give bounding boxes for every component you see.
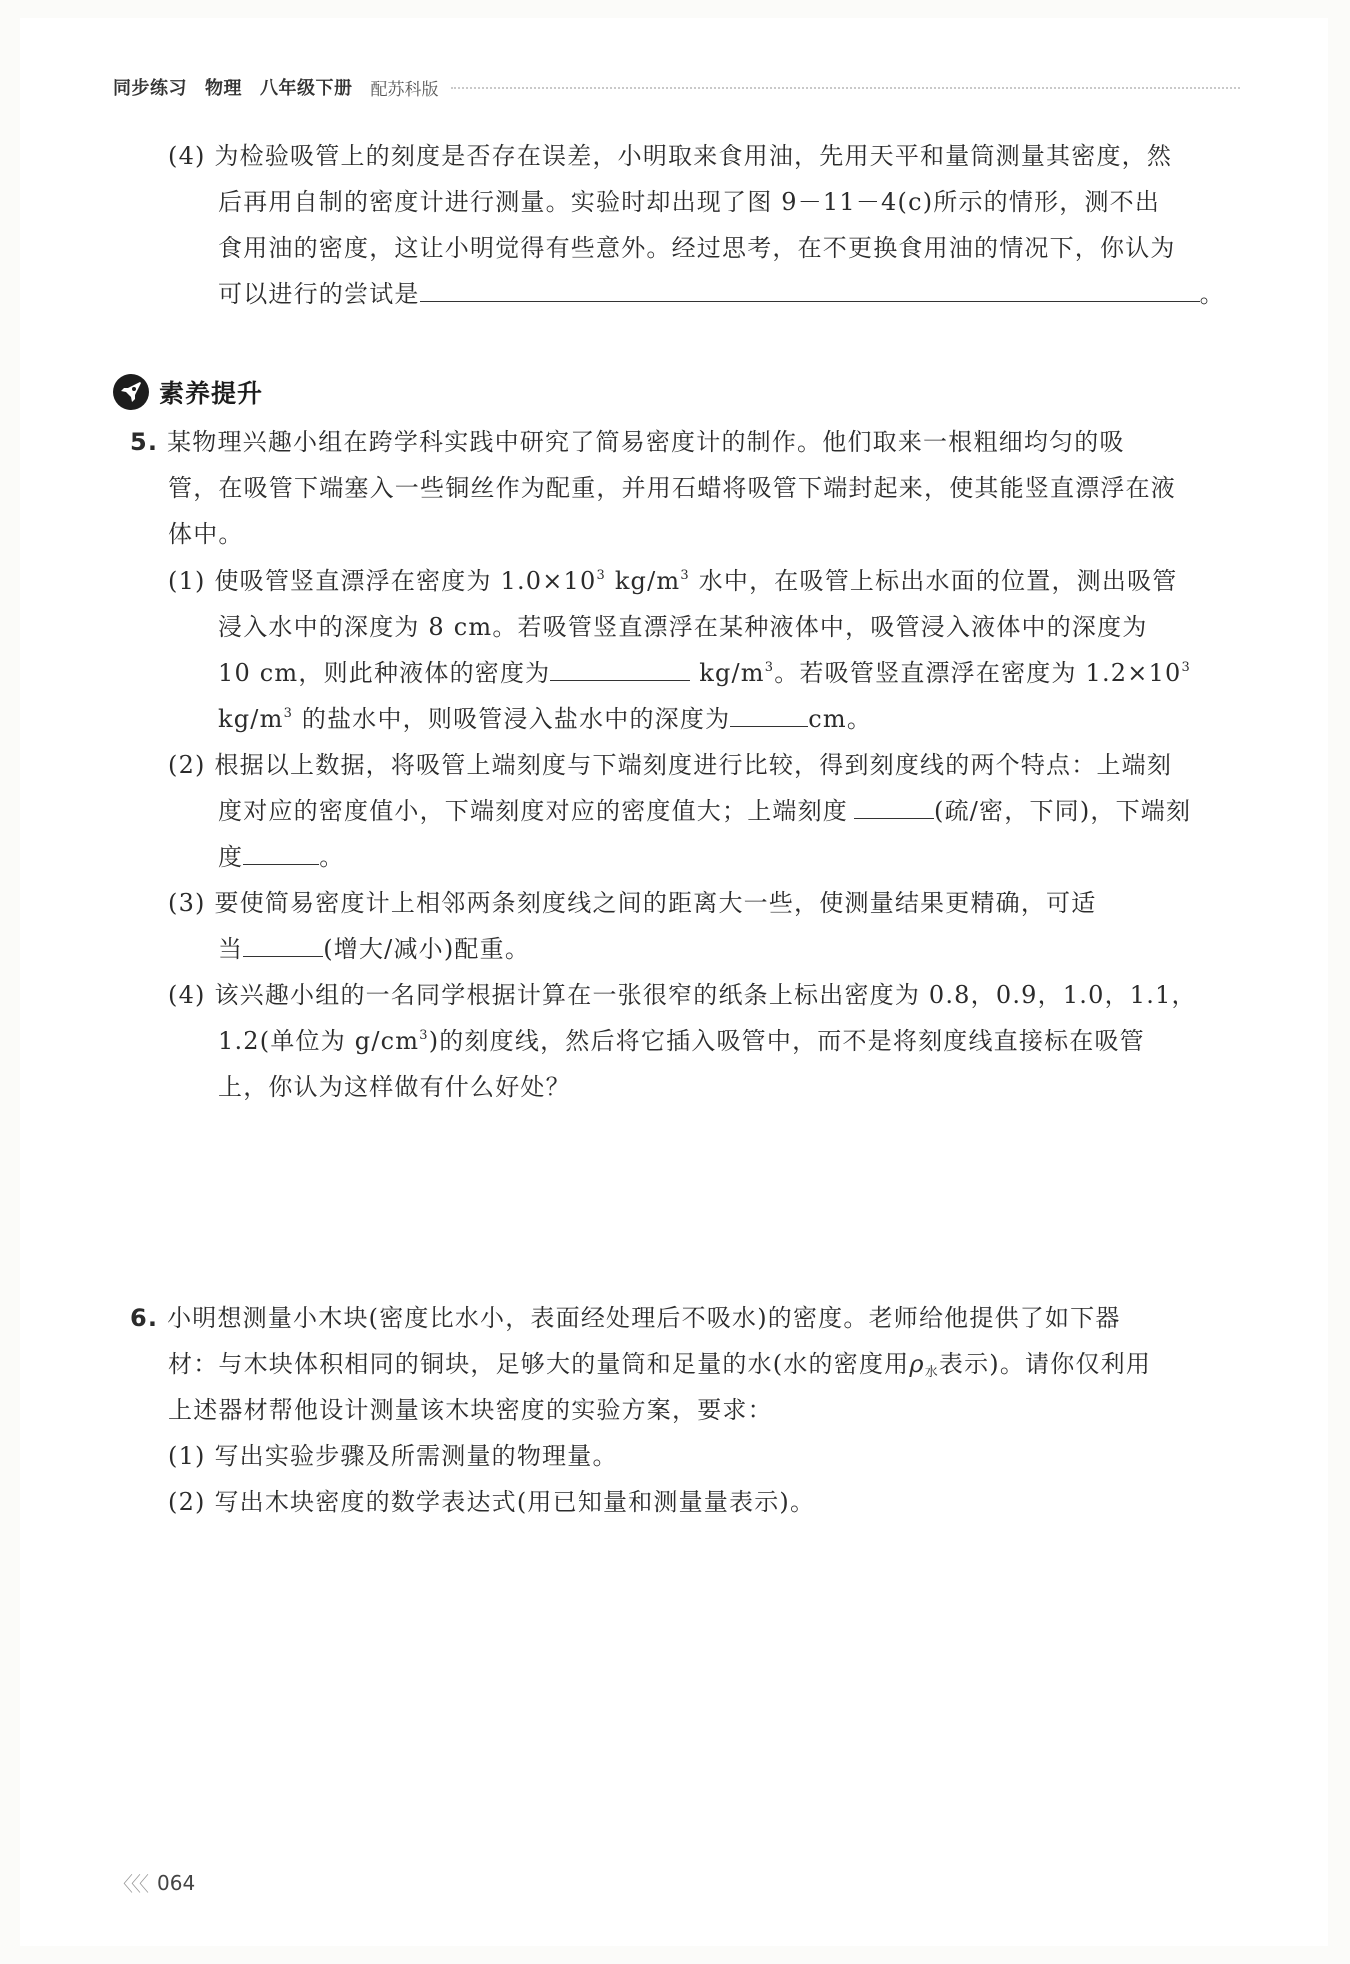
answer-blank-q4[interactable]	[420, 279, 1200, 302]
q5-part1-line3: 10 cm，则此种液体的密度为 $kg/m^3$。若吸管竖直漂浮在密度为 $1.2\times 10^3$	[218, 659, 1191, 687]
rho-water-symbol: $\rho_水$	[909, 1350, 939, 1380]
q5-stem-line2: 管，在吸管下端塞入一些铜丝作为配重，并用石蜡将吸管下端封起来，使其能竖直漂浮在液	[168, 474, 1176, 502]
header-series: 同步练习	[113, 78, 187, 99]
q5-part4-line1: (4) 该兴趣小组的一名同学根据计算在一张很窄的纸条上标出密度为 0.8，0.9，1.0，1.1，	[168, 981, 1197, 1009]
q5-part2-line1: (2) 根据以上数据，将吸管上端刻度与下端刻度进行比较，得到刻度线的两个特点：上端刻	[168, 751, 1173, 779]
running-header	[113, 72, 1240, 102]
section-heading	[113, 372, 263, 412]
q6-stem-line2: 材：与木块体积相同的铜块，足够大的量筒和足量的水(水的密度用$\rho_水$表示)。请你仅利用	[168, 1350, 1152, 1380]
chevrons-left-icon: 〈〈〈	[113, 1872, 147, 1896]
header-subject: 物理	[205, 78, 242, 99]
answer-blank-liquid-density[interactable]	[550, 658, 690, 681]
q5-part4-line2: 1.2(单位为 $g/cm^3$)的刻度线，然后将它插入吸管中，而不是将刻度线直接标在吸管	[218, 1027, 1145, 1055]
header-edition: 配苏科版	[370, 79, 439, 100]
page-footer	[113, 1868, 195, 1897]
q6-part1: (1) 写出实验步骤及所需测量的物理量。	[168, 1442, 618, 1470]
q6-stem-line3: 上述器材帮他设计测量该木块密度的实验方案，要求：	[168, 1396, 773, 1424]
rocket-icon	[113, 374, 149, 410]
q5-part4-line3: 上，你认为这样做有什么好处？	[218, 1073, 571, 1101]
q5-number: 5.	[130, 428, 159, 456]
q5-stem-line1: 5. 某物理兴趣小组在跨学科实践中研究了简易密度计的制作。他们取来一根粗细均匀的吸	[130, 428, 1125, 456]
q5-part2-line2: 度对应的密度值小，下端刻度对应的密度值大；上端刻度 (疏/密，下同)，下端刻	[218, 797, 1192, 825]
answer-blank-salt-water-depth[interactable]	[730, 704, 808, 727]
q6-part2: (2) 写出木块密度的数学表达式(用已知量和测量量表示)。	[168, 1488, 816, 1516]
q4-prev-line1: (4) 为检验吸管上的刻度是否存在误差，小明取来食用油，先用天平和量筒测量其密度，然	[168, 142, 1173, 170]
answer-blank-top-scale[interactable]	[854, 796, 934, 819]
q5-part1-line2: 浸入水中的深度为 8 cm。若吸管竖直漂浮在某种液体中，吸管浸入液体中的深度为	[218, 613, 1148, 641]
q5-part1-line1: (1) 使吸管竖直漂浮在密度为 $1.0\times 10^3$ $kg/m^3$ 水中，在吸管上标出水面的位置，测出吸管	[168, 567, 1178, 595]
q4-prev-line2: 后再用自制的密度计进行测量。实验时却出现了图 9－11－4(c)所示的情形，测不出	[218, 188, 1161, 216]
q4-prev-label: (4)	[168, 142, 206, 170]
section-title: 素养提升	[159, 379, 264, 408]
q4-prev-line3: 食用油的密度，这让小明觉得有些意外。经过思考，在不更换食用油的情况下，你认为	[218, 234, 1176, 262]
answer-blank-bottom-scale[interactable]	[243, 842, 319, 865]
q6-stem-line1: 6. 小明想测量小木块(密度比水小，表面经处理后不吸水)的密度。老师给他提供了如下器	[130, 1304, 1121, 1332]
q6-number: 6.	[130, 1304, 159, 1332]
header-grade: 八年级下册	[260, 78, 353, 99]
q5-part1-line4: $kg/m^3$ 的盐水中，则吸管浸入盐水中的深度为 cm。	[218, 705, 873, 733]
q5-part3-line2: 当 (增大/减小)配重。	[218, 935, 531, 963]
q5-part2-line3: 度 。	[218, 843, 345, 871]
answer-blank-counterweight[interactable]	[243, 934, 323, 957]
header-dotted-rule	[451, 87, 1241, 89]
page-number: 064	[157, 1870, 196, 1895]
q4-prev-line4: 可以进行的尝试是 。	[218, 280, 1225, 308]
q5-part3-line1: (3) 要使简易密度计上相邻两条刻度线之间的距离大一些，使测量结果更精确，可适	[168, 889, 1097, 917]
q5-stem-line3: 体中。	[168, 520, 244, 548]
